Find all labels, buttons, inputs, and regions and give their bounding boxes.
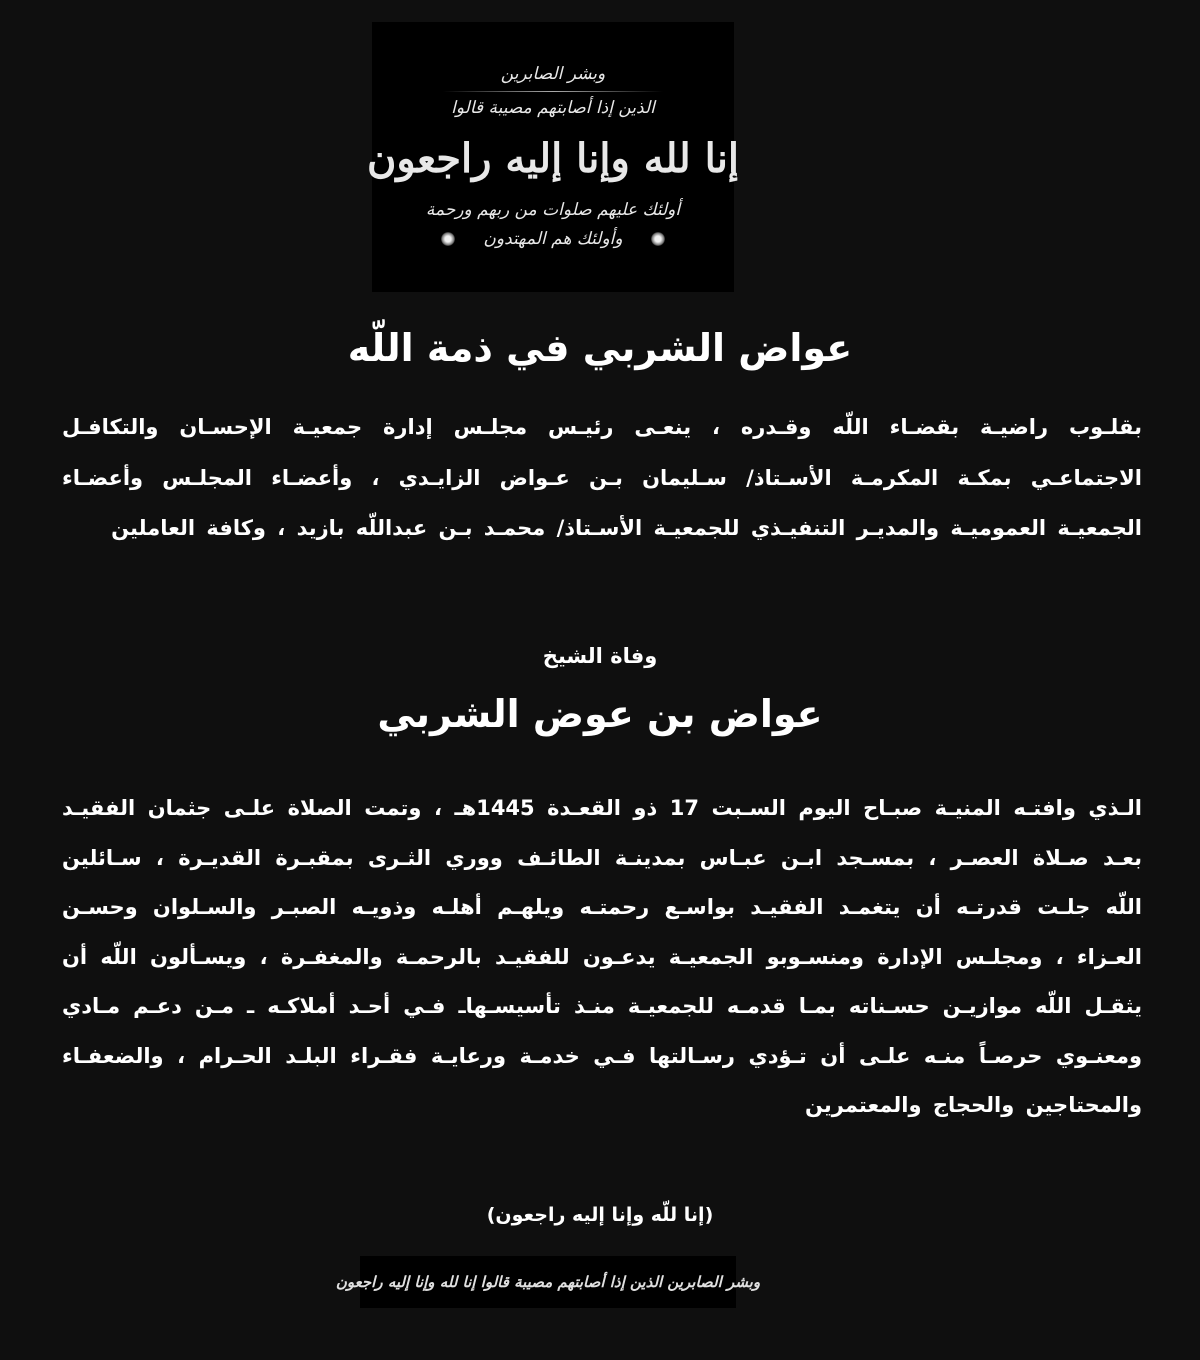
bottom-calligraphy-emblem — [335, 1256, 761, 1308]
emblem-verse-line: وبشر الصابرين — [500, 64, 606, 84]
emblem-divider — [443, 91, 663, 92]
intro-paragraph: بقلـوب راضيـة بقضـاء اللّه وقـدره ، ينعـى رئيـس مجلـس إدارة جمعيـة الإحسـان والتكافـل الاجتماعـي بمكـة المكرمـة الأسـتاذ/ سـليمان بـن عـواض الزايـدي ، وأعضـاء المجلـس وأعضـاء الجمعيـة العموميـة والمديـر التنفيـذي للجمعيـة الأسـتاذ/ محمـد بـن عبداللّه بازيد ، وكافة العاملين — [62, 415, 1142, 540]
bottom-emblem-text: وبشر الصابرين الذين إذا أصابتهم مصيبة قالوا إنا لله وإنا إليه راجعون — [335, 1273, 761, 1291]
rosette-icon — [441, 232, 455, 246]
body-paragraph: الـذي وافتـه المنيـة صبـاح اليوم السـبت 17 ذو القعـدة 1445هـ ، وتمت الصلاة علـى جثمان الفقيـد بعـد صـلاة العصـر ، بمسـجد ابـن عبـاس بمدينـة الطائـف ووري الثـرى بمقبـرة القديـرة ، سـائلين اللّه جلـت قدرتـه أن يتغمـد الفقيـد بواسـع رحمتـه ويلهـم أهلـه وذويـه الصبـر والسـلوان وحسـن العـزاء ، ومجلـس الإدارة ومنسـوبو الجمعيـة يدعـون للفقيـد بالرحمـة والمغفـرة ، ويسـألون اللّه أن يثقـل اللّه موازيـن حسـناته بمـا قدمـه للجمعيـة منـذ تأسيسـهاـ فـي أحـد أملاكـه ـ مـن دعـم مـادي ومعنـوي حرصـاً منـه علـى أن تـؤدي رسـالتها فـي خدمـة ورعايـة فقـراء البلـد الحـرام ، والضعفـاء والمحتاجين والحجاج والمعتمرين — [62, 796, 1143, 1117]
emblem-verse-line: الذين إذا أصابتهم مصيبة قالوا — [451, 98, 655, 119]
emblem-verse-main: إنا لله وإنا إليه راجعون — [366, 134, 740, 182]
condolence-calligraphy-emblem — [366, 22, 740, 292]
deceased-name-heading: عواض بن عوض الشربي — [377, 692, 823, 736]
page-title: عواض الشربي في ذمة اللّه — [347, 326, 853, 370]
emblem-verse-line: أولئك عليهم صلوات من ربهم ورحمة — [425, 199, 681, 220]
closing-phrase: (إنا للّه وإنا إليه راجعون) — [486, 1204, 714, 1226]
rosette-icon — [651, 232, 665, 246]
sub-heading: وفاة الشيخ — [542, 644, 658, 668]
emblem-verse-line: وأولئك هم المهتدون — [483, 228, 623, 249]
emblem-footer-row — [390, 225, 716, 254]
